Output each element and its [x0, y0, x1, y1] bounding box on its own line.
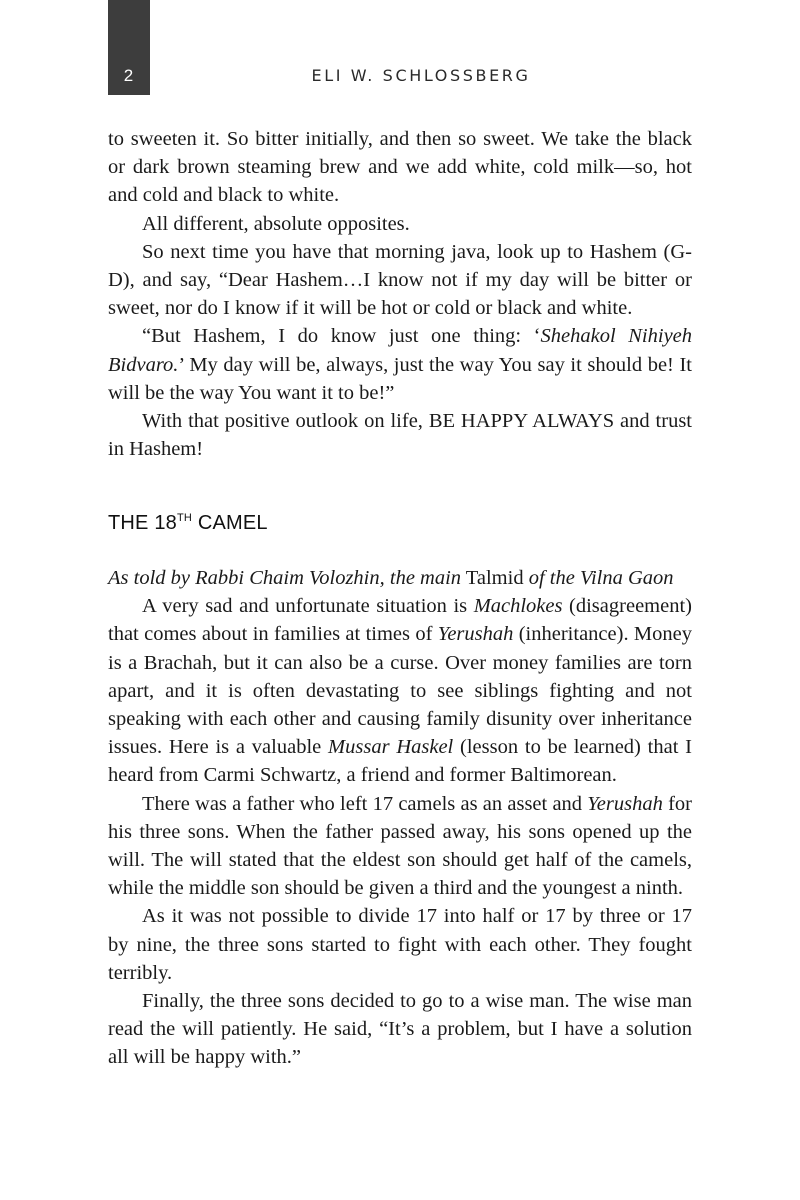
text-run: “But Hashem, I do know just one thing: ‘ [142, 325, 541, 348]
paragraph [108, 592, 692, 789]
italic-phrase: Shehakol Nihiyeh Bidvaro. [108, 325, 693, 376]
section-heading [108, 512, 268, 535]
paragraph: All different, absolute opposites. [142, 212, 410, 235]
text-run: (lesson to be learned) that I heard from Carmi Schwartz, a friend and former Baltimorean. [108, 736, 692, 787]
paragraph: Finally, the three sons decided to go to a wise man. The wise man read the will patiently. He said, “It’s a problem, but I have a solution all will be happy with.” [108, 990, 692, 1069]
body-text-section [108, 564, 692, 1072]
attribution-line [108, 564, 692, 592]
running-head: ELI W. SCHLOSSBERG [311, 66, 531, 85]
paragraph: So next time you have that morning java, look up to Hashem (G-D), and say, “Dear Hashem…I know not if my day will be bitter or sweet, nor do I know if it will be hot or cold or black and white. [108, 240, 692, 320]
paragraph: With that positive outlook on life, BE HAPPY ALWAYS and trust in Hashem! [108, 410, 692, 461]
body-text-intro [108, 125, 692, 463]
heading-superscript: TH [177, 512, 193, 524]
text-run: There was a father who left 17 camels as an asset and [142, 792, 588, 815]
text-run: (disagreement) that comes about in families at times of [108, 595, 692, 646]
italic-phrase: Yerushah [587, 792, 663, 815]
italic-phrase: Machlokes [473, 595, 563, 618]
text-run: A very sad and unfortunate situation is [142, 595, 474, 618]
text-run: for his three sons. When the father passed away, his sons opened up the will. The will stated that the eldest son should get half of the camels, while the middle son should be given a third and the youngest a ninth. [108, 792, 692, 900]
text-run: (inheritance). Money is a Brachah, but it can also be a curse. Over money families are torn apart, and it is often devastating to see siblings fighting and not speaking with each other and causing family disunity over inheritance issues. Here is a valuable [108, 623, 693, 759]
paragraph: As it was not possible to divide 17 into half or 17 by three or 17 by nine, the three sons started to fight with each other. They fought terribly. [108, 905, 692, 984]
text-run: Talmid [461, 567, 529, 589]
italic-phrase: As told by Rabbi Chaim Volozhin, the main [108, 567, 462, 589]
italic-phrase: Yerushah [437, 623, 514, 646]
heading-suffix: CAMEL [192, 512, 268, 534]
text-run: ’ My day will be, always, just the way You say it should be! It will be the way You want it to be!” [108, 353, 692, 404]
paragraph [108, 790, 692, 903]
italic-phrase: Mussar Haskel [328, 736, 454, 759]
heading-prefix: THE 18 [108, 512, 178, 534]
italic-phrase: of the Vilna Gaon [528, 567, 674, 589]
page-number-tab [108, 0, 150, 95]
page-number: 2 [123, 66, 135, 85]
paragraph [108, 322, 692, 407]
paragraph: to sweeten it. So bitter initially, and then so sweet. We take the black or dark brown steaming brew and we add white, cold milk—so, hot and cold and black to white. [108, 128, 692, 207]
